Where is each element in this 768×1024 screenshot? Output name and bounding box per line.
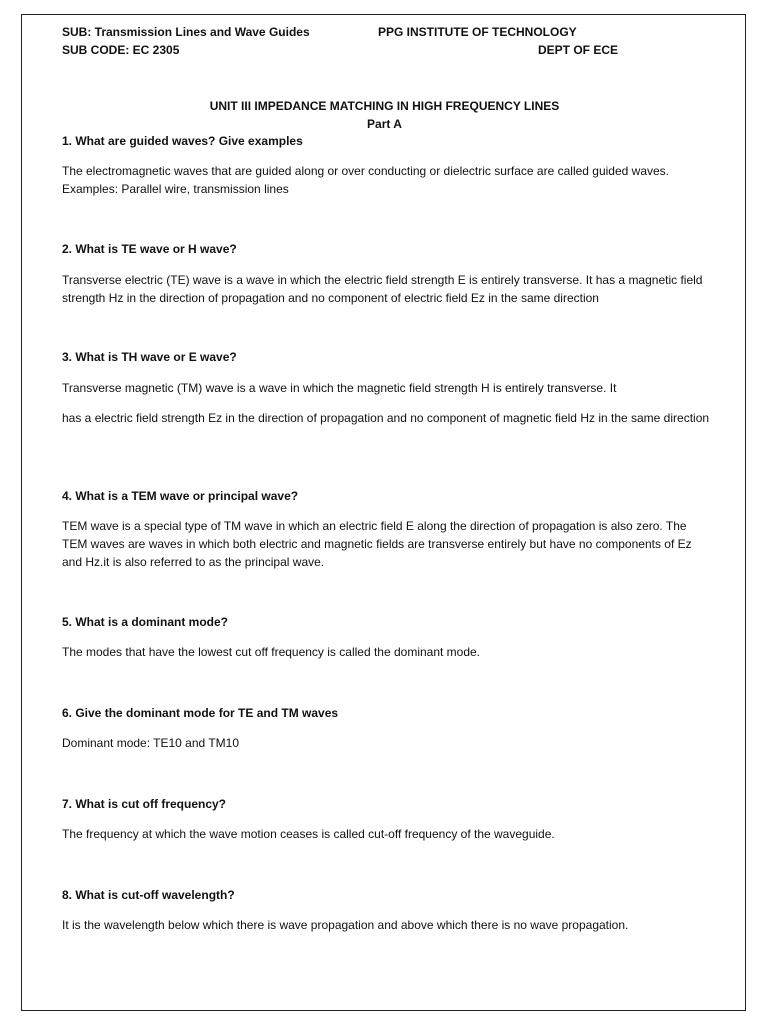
answer-3-line-2: has a electric field strength Ez in the direction of propagation and no component of magnetic field Hz in the same direction (62, 411, 710, 425)
document-page (21, 14, 746, 1011)
header-sub-code: SUB CODE: EC 2305 (62, 43, 180, 57)
answer-1: The electromagnetic waves that are guided along or over conducting or dielectric surface are called guided waves. Examples: Parallel wire, transmission lines (62, 164, 670, 196)
answer-7: The frequency at which the wave motion ceases is called cut-off frequency of the waveguide. (62, 827, 555, 841)
question-2: 2. What is TE wave or H wave? (62, 242, 237, 256)
unit-title: UNIT III IMPEDANCE MATCHING IN HIGH FREQUENCY LINES (209, 99, 560, 113)
answer-5: The modes that have the lowest cut off frequency is called the dominant mode. (62, 645, 481, 659)
answer-2: Transverse electric (TE) wave is a wave in which the electric field strength E is entirely transverse. It has a magnetic field strength Hz in the direction of propagation and no component of electric field Ez in the same direction (62, 273, 703, 305)
answer-6: Dominant mode: TE10 and TM10 (62, 736, 239, 750)
question-7: 7. What is cut off frequency? (62, 797, 227, 811)
header-institute: PPG INSTITUTE OF TECHNOLOGY (378, 25, 577, 39)
question-4: 4. What is a TEM wave or principal wave? (62, 489, 299, 503)
question-1: 1. What are guided waves? Give examples (62, 134, 303, 148)
answer-3-line-1: Transverse magnetic (TM) wave is a wave in which the magnetic field strength H is entirely transverse. It (62, 381, 617, 395)
answer-4: TEM wave is a special type of TM wave in which an electric field E along the direction of propagation is also zero. The TEM waves are waves in which both electric and magnetic fields are transverse entirely but have no components of Ez and Hz.it is also referred to as the principal wave. (62, 519, 692, 569)
question-5: 5. What is a dominant mode? (62, 615, 229, 629)
header-department: DEPT OF ECE (538, 43, 619, 57)
question-6: 6. Give the dominant mode for TE and TM waves (62, 706, 339, 720)
part-label: Part A (367, 117, 402, 131)
question-3: 3. What is TH wave or E wave? (62, 350, 237, 364)
question-8: 8. What is cut-off wavelength? (62, 888, 235, 902)
header-subject: SUB: Transmission Lines and Wave Guides (62, 25, 310, 39)
answer-8: It is the wavelength below which there is wave propagation and above which there is no wave propagation. (62, 918, 629, 932)
